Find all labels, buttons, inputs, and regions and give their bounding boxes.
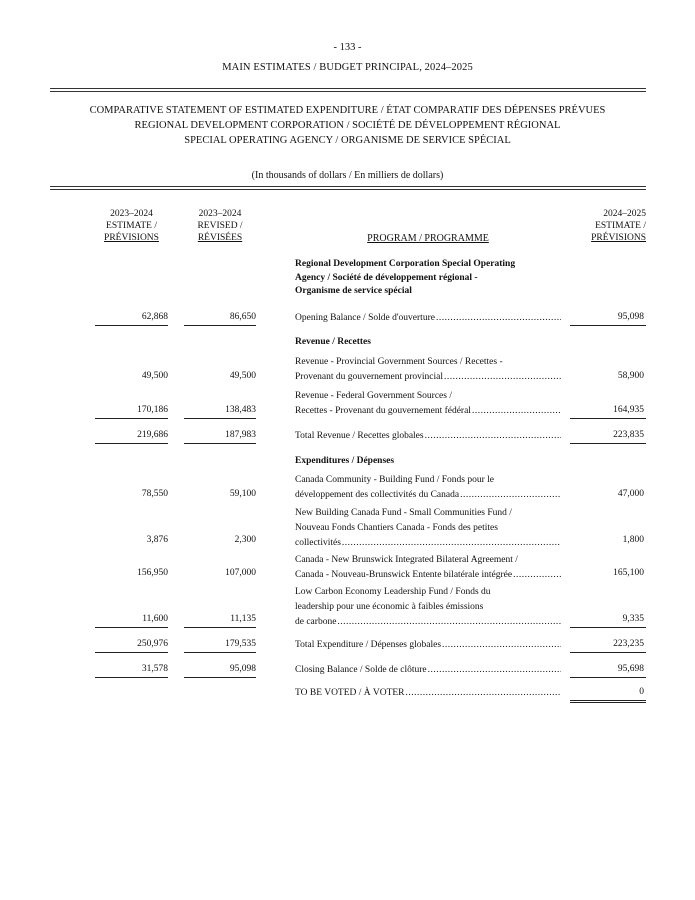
column-french: PRÉVISIONS bbox=[104, 233, 159, 243]
leader-dots bbox=[436, 311, 561, 326]
total-expenditure-rev-2324: 179,535 bbox=[225, 639, 256, 649]
underline bbox=[95, 325, 168, 326]
leader-dots bbox=[406, 686, 561, 701]
total-expenditure-est-2425: 223,235 bbox=[613, 639, 644, 649]
underline bbox=[95, 677, 168, 678]
expenditure-ibia bbox=[295, 553, 561, 583]
column-year: 2023–2024 bbox=[110, 209, 153, 219]
row-text-line bbox=[295, 568, 561, 583]
provincial-rev-2324: 49,500 bbox=[229, 371, 256, 381]
total-expenditure-label: Total Expenditure / Dépenses globales bbox=[295, 640, 442, 650]
federal-est-2324: 170,186 bbox=[137, 405, 168, 415]
row-text-line bbox=[295, 536, 561, 551]
running-title: MAIN ESTIMATES / BUDGET PRINCIPAL, 2024–2025 bbox=[222, 62, 473, 73]
opening-balance-row bbox=[295, 311, 561, 326]
underline bbox=[570, 443, 646, 444]
to-be-voted-label: TO BE VOTED / À VOTER bbox=[295, 688, 405, 698]
page-number: - 133 - bbox=[333, 42, 362, 53]
row-text-line bbox=[295, 615, 561, 630]
leader-dots bbox=[444, 370, 561, 385]
leader-dots bbox=[342, 536, 561, 551]
total-expenditure-est-2324: 250,976 bbox=[137, 639, 168, 649]
opening-rev-2324: 86,650 bbox=[229, 312, 256, 322]
total-revenue-row bbox=[295, 429, 561, 444]
double-underline bbox=[570, 702, 646, 703]
underline bbox=[570, 325, 646, 326]
expenditures-heading: Expenditures / Dépenses bbox=[295, 456, 395, 466]
row-label: Provenant du gouvernement provincial bbox=[295, 372, 444, 382]
underline bbox=[184, 627, 256, 628]
revenue-heading: Revenue / Recettes bbox=[295, 337, 371, 347]
ccbf-rev-2324: 59,100 bbox=[229, 489, 256, 499]
row-text-line: Nouveau Fonds Chantiers Canada - Fonds des petites bbox=[295, 523, 498, 533]
row-label: Recettes - Provenant du gouvernement fédéral bbox=[295, 406, 471, 416]
to-be-voted-row bbox=[295, 686, 561, 701]
row-text-line: Revenue - Provincial Government Sources / Recettes - bbox=[295, 357, 503, 367]
revenue-provincial bbox=[295, 355, 561, 385]
row-text-line: leadership pour une économic à faibles émissions bbox=[295, 602, 484, 612]
closing-rev-2324: 95,098 bbox=[229, 664, 256, 674]
row-text-line bbox=[295, 404, 561, 419]
header-rule-bottom bbox=[50, 91, 646, 92]
units-note: (In thousands of dollars / En milliers de dollars) bbox=[251, 170, 444, 181]
total-revenue-rev-2324: 187,983 bbox=[225, 430, 256, 440]
revenue-federal bbox=[295, 389, 561, 419]
row-label: de carbone bbox=[295, 617, 337, 627]
underline bbox=[184, 443, 256, 444]
opening-est-2425: 95,098 bbox=[617, 312, 644, 322]
agency-heading bbox=[295, 258, 561, 299]
closing-balance-label: Closing Balance / Solde de clôture bbox=[295, 665, 427, 675]
nbcf-est-2324: 3,876 bbox=[146, 535, 168, 545]
federal-est-2425: 164,935 bbox=[613, 405, 644, 415]
expenditure-lcelf bbox=[295, 585, 561, 630]
underline bbox=[570, 677, 646, 678]
nbcf-est-2425: 1,800 bbox=[622, 535, 644, 545]
table-top-rule-1 bbox=[50, 186, 646, 187]
column-head-revised-2023 bbox=[184, 208, 256, 244]
total-revenue-label: Total Revenue / Recettes globales bbox=[295, 431, 424, 441]
underline bbox=[95, 627, 168, 628]
row-text-line bbox=[295, 488, 561, 503]
underline bbox=[184, 325, 256, 326]
row-label: collectivités bbox=[295, 538, 341, 548]
agency-heading-line: Organisme de service spécial bbox=[295, 286, 412, 296]
ibia-est-2324: 156,950 bbox=[137, 568, 168, 578]
row-text-line: New Building Canada Fund - Small Communities Fund / bbox=[295, 508, 512, 518]
row-label: Canada - Nouveau-Brunswick Entente bilatérale intégrée bbox=[295, 570, 513, 580]
underline bbox=[184, 418, 256, 419]
row-text-line: Canada Community - Building Fund / Fonds pour le bbox=[295, 475, 494, 485]
federal-rev-2324: 138,483 bbox=[225, 405, 256, 415]
nbcf-rev-2324: 2,300 bbox=[234, 535, 256, 545]
row-text-line: Revenue - Federal Government Sources / bbox=[295, 391, 452, 401]
expenditure-nbcf bbox=[295, 506, 561, 551]
column-type: ESTIMATE / bbox=[595, 221, 646, 231]
leader-dots bbox=[513, 568, 561, 583]
leader-dots bbox=[425, 429, 561, 444]
header-rule-top bbox=[50, 88, 646, 89]
column-french: RÉVISÉES bbox=[197, 233, 243, 243]
row-text-line bbox=[295, 370, 561, 385]
column-head-program: PROGRAM / PROGRAMME bbox=[367, 233, 489, 244]
underline bbox=[95, 652, 168, 653]
closing-balance-row bbox=[295, 663, 561, 678]
column-type: REVISED / bbox=[197, 221, 243, 231]
leader-dots bbox=[460, 488, 561, 503]
column-french: PRÉVISIONS bbox=[591, 233, 646, 243]
total-revenue-est-2425: 223,835 bbox=[613, 430, 644, 440]
column-year: 2024–2025 bbox=[603, 209, 646, 219]
double-underline bbox=[570, 700, 646, 701]
underline bbox=[184, 652, 256, 653]
ccbf-est-2324: 78,550 bbox=[141, 489, 168, 499]
column-head-estimate-2023 bbox=[95, 208, 168, 244]
closing-est-2425: 95,698 bbox=[617, 664, 644, 674]
table-top-rule-2 bbox=[50, 189, 646, 190]
lcelf-est-2324: 11,600 bbox=[142, 614, 168, 624]
row-text-line: Low Carbon Economy Leadership Fund / Fonds du bbox=[295, 587, 491, 597]
leader-dots bbox=[337, 615, 561, 630]
underline bbox=[570, 418, 646, 419]
agency-heading-line: Regional Development Corporation Special Operating bbox=[295, 259, 516, 269]
column-head-estimate-2024 bbox=[570, 208, 646, 244]
opening-est-2324: 62,868 bbox=[141, 312, 168, 322]
underline bbox=[95, 418, 168, 419]
ibia-est-2425: 165,100 bbox=[613, 568, 644, 578]
underline bbox=[184, 677, 256, 678]
row-text-line: Canada - New Brunswick Integrated Bilateral Agreement / bbox=[295, 555, 518, 565]
underline bbox=[570, 652, 646, 653]
leader-dots bbox=[472, 404, 561, 419]
lcelf-est-2425: 9,335 bbox=[622, 614, 644, 624]
leader-dots bbox=[442, 638, 561, 653]
column-year: 2023–2024 bbox=[198, 209, 242, 219]
total-expenditure-row bbox=[295, 638, 561, 653]
leader-dots bbox=[428, 663, 561, 678]
ibia-rev-2324: 107,000 bbox=[225, 568, 256, 578]
underline bbox=[95, 443, 168, 444]
expenditure-ccbf bbox=[295, 473, 561, 503]
to-be-voted-est-2425: 0 bbox=[639, 687, 644, 697]
total-revenue-est-2324: 219,686 bbox=[137, 430, 168, 440]
provincial-est-2324: 49,500 bbox=[141, 371, 168, 381]
column-type: ESTIMATE / bbox=[106, 221, 157, 231]
row-label: développement des collectivités du Canada bbox=[295, 490, 460, 500]
agency-heading-line: Agency / Société de développement régional - bbox=[295, 272, 478, 283]
underline bbox=[570, 627, 646, 628]
provincial-est-2425: 58,900 bbox=[617, 371, 644, 381]
corporation-title: REGIONAL DEVELOPMENT CORPORATION / SOCIÉTÉ DE DÉVELOPPEMENT RÉGIONAL bbox=[134, 120, 561, 131]
ccbf-est-2425: 47,000 bbox=[617, 489, 644, 499]
opening-balance-label: Opening Balance / Solde d'ouverture bbox=[295, 313, 435, 323]
closing-est-2324: 31,578 bbox=[141, 664, 168, 674]
lcelf-rev-2324: 11,135 bbox=[230, 614, 256, 624]
statement-title: COMPARATIVE STATEMENT OF ESTIMATED EXPENDITURE / ÉTAT COMPARATIF DES DÉPENSES PRÉVUES bbox=[89, 105, 606, 116]
agency-title: SPECIAL OPERATING AGENCY / ORGANISME DE SERVICE SPÉCIAL bbox=[184, 135, 511, 146]
